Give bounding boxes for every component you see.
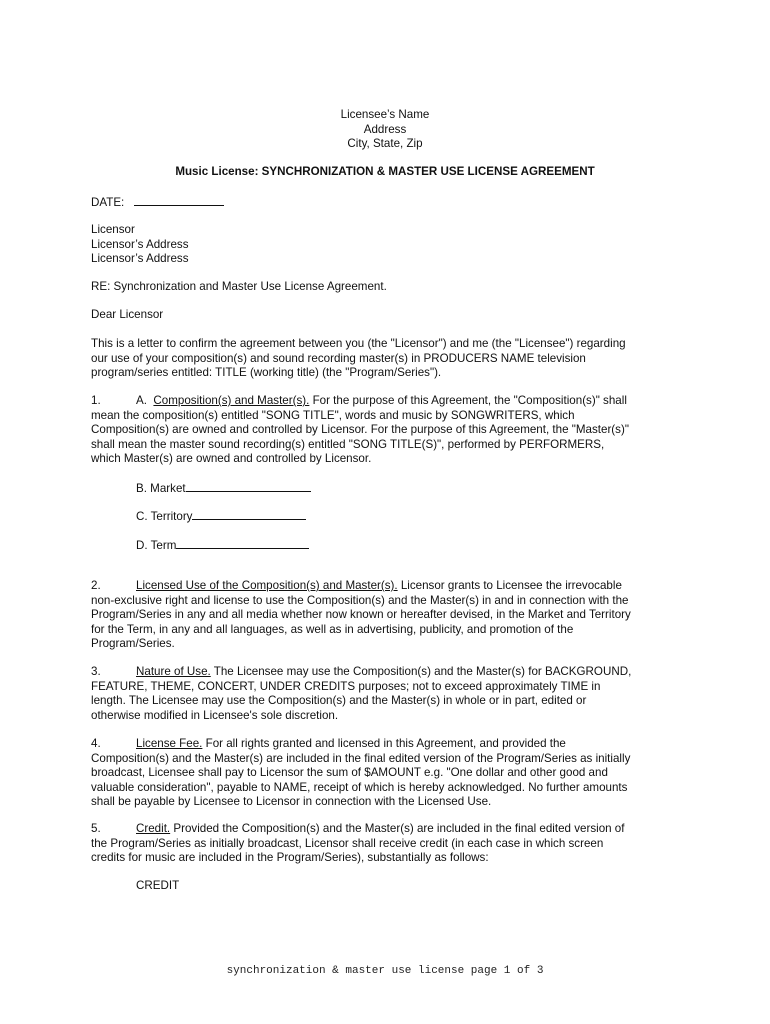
re-line: RE: Synchronization and Master Use License Agreement.	[91, 280, 387, 293]
term-blank	[176, 537, 309, 549]
date-line	[91, 194, 681, 211]
section-line: length. The Licensee may use the Composition(s) and the Master(s) in whole or in part, edited or	[91, 694, 587, 708]
section-line: valuable consideration", payable to NAME, receipt of which is hereby acknowledged. No further amounts	[91, 780, 628, 794]
intro-paragraph	[91, 337, 681, 381]
licensor-name: Licensor	[91, 223, 135, 236]
intro-line: our use of your composition(s) and sound recording master(s) in PRODUCERS NAME television	[91, 351, 586, 365]
term-label: D. Term	[136, 539, 177, 552]
date-label: DATE:	[91, 196, 125, 209]
market-line	[136, 480, 311, 497]
territory-line	[136, 508, 306, 525]
section-line: shall be payable by Licensee to Licensor in connection with the Licensed Use.	[91, 795, 492, 809]
section-number: 1.	[91, 394, 101, 407]
section-4	[91, 737, 681, 810]
section-sub-letter: A.	[136, 394, 147, 407]
section-5	[91, 822, 681, 866]
licensor-block	[91, 223, 681, 267]
credit-line: CREDIT	[136, 879, 180, 892]
section-number: 3.	[91, 665, 101, 678]
salutation: Dear Licensor	[91, 308, 164, 321]
section-line: FEATURE, THEME, CONCERT, UNDER CREDITS purposes; not to exceed approximately TIME in	[91, 679, 601, 693]
section-number: 4.	[91, 737, 101, 750]
section-line: the Program/Series as initially broadcast, Licensor shall receive credit (in each case in which screen	[91, 836, 604, 850]
section-text: Provided the Composition(s) and the Master(s) are included in the final edited version of	[170, 822, 625, 835]
licensee-city-state-zip: City, State, Zip	[347, 137, 423, 151]
section-heading: Credit.	[136, 822, 171, 835]
section-text: For all rights granted and licensed in this Agreement, and provided the	[202, 737, 566, 750]
section-line: Composition(s) are owned and controlled by Licensor. For the purpose of this Agreement, the "Master(s)"	[91, 423, 629, 437]
section-2	[91, 579, 681, 652]
date-blank	[134, 194, 224, 206]
intro-line: This is a letter to confirm the agreement between you (the "Licensor") and me (the "Licensee") regarding	[91, 337, 626, 350]
document-title: Music License: SYNCHRONIZATION & MASTER USE LICENSE AGREEMENT	[175, 165, 595, 178]
section-line: Composition(s) and the Master(s) are included in the final edited version of the Program/Series as initially	[91, 751, 631, 765]
section-heading: Nature of Use.	[136, 665, 211, 678]
section-3	[91, 665, 681, 723]
section-5-first-line	[91, 822, 681, 837]
territory-label: C. Territory	[136, 510, 193, 523]
section-line: which Master(s) are owned and controlled by Licensor.	[91, 452, 372, 466]
section-line: non-exclusive right and license to use the Composition(s) and the Master(s) in and in connection with the	[91, 593, 629, 607]
section-number: 5.	[91, 822, 101, 835]
section-text: The Licensee may use the Composition(s) and the Master(s) for BACKGROUND,	[210, 665, 632, 678]
section-line: Program/Series in any and all media whether now known or hereafter devised, in the Market and Territory	[91, 608, 631, 622]
section-1-first-line	[91, 394, 681, 409]
licensee-address: Address	[363, 122, 407, 136]
territory-blank	[192, 508, 306, 520]
term-line	[136, 537, 309, 554]
section-2-first-line	[91, 579, 681, 594]
licensor-address-1: Licensor’s Address	[91, 237, 189, 251]
section-line: for the Term, in any and all languages, as well as in advertising, publicity, and promotion of the	[91, 622, 574, 636]
section-line: shall mean the master sound recording(s) entitled "SONG TITLE(S)", performed by PERFORMERS,	[91, 437, 605, 451]
section-line: broadcast, Licensee shall pay to Licensor the sum of $AMOUNT e.g. "One dollar and other good and	[91, 766, 608, 780]
section-heading: Composition(s) and Master(s).	[153, 394, 310, 407]
market-blank	[186, 480, 311, 492]
licensee-address-block	[0, 108, 770, 152]
market-label: B. Market	[136, 482, 186, 495]
section-line: mean the composition(s) entitled "SONG TITLE", words and music by SONGWRITERS, which	[91, 408, 575, 422]
section-line: credits for music are included in the Program/Series), substantially as follows:	[91, 851, 489, 865]
intro-line: program/series entitled: TITLE (working title) (the "Program/Series").	[91, 366, 442, 380]
section-1	[91, 394, 681, 467]
section-3-first-line	[91, 665, 681, 680]
licensor-address-2: Licensor’s Address	[91, 252, 189, 266]
section-heading: License Fee.	[136, 737, 203, 750]
section-4-first-line	[91, 737, 681, 752]
section-number: 2.	[91, 579, 101, 592]
section-line: Program/Series.	[91, 637, 175, 651]
section-heading: Licensed Use of the Composition(s) and Master(s).	[136, 579, 398, 592]
section-line: otherwise modified in Licensee's sole discretion.	[91, 708, 339, 722]
page-footer: synchronization & master use license page 1 of 3	[226, 965, 544, 977]
licensee-name: Licensee’s Name	[340, 108, 430, 121]
section-text: For the purpose of this Agreement, the "Composition(s)" shall	[309, 394, 627, 407]
section-text: Licensor grants to Licensee the irrevocable	[397, 579, 622, 592]
